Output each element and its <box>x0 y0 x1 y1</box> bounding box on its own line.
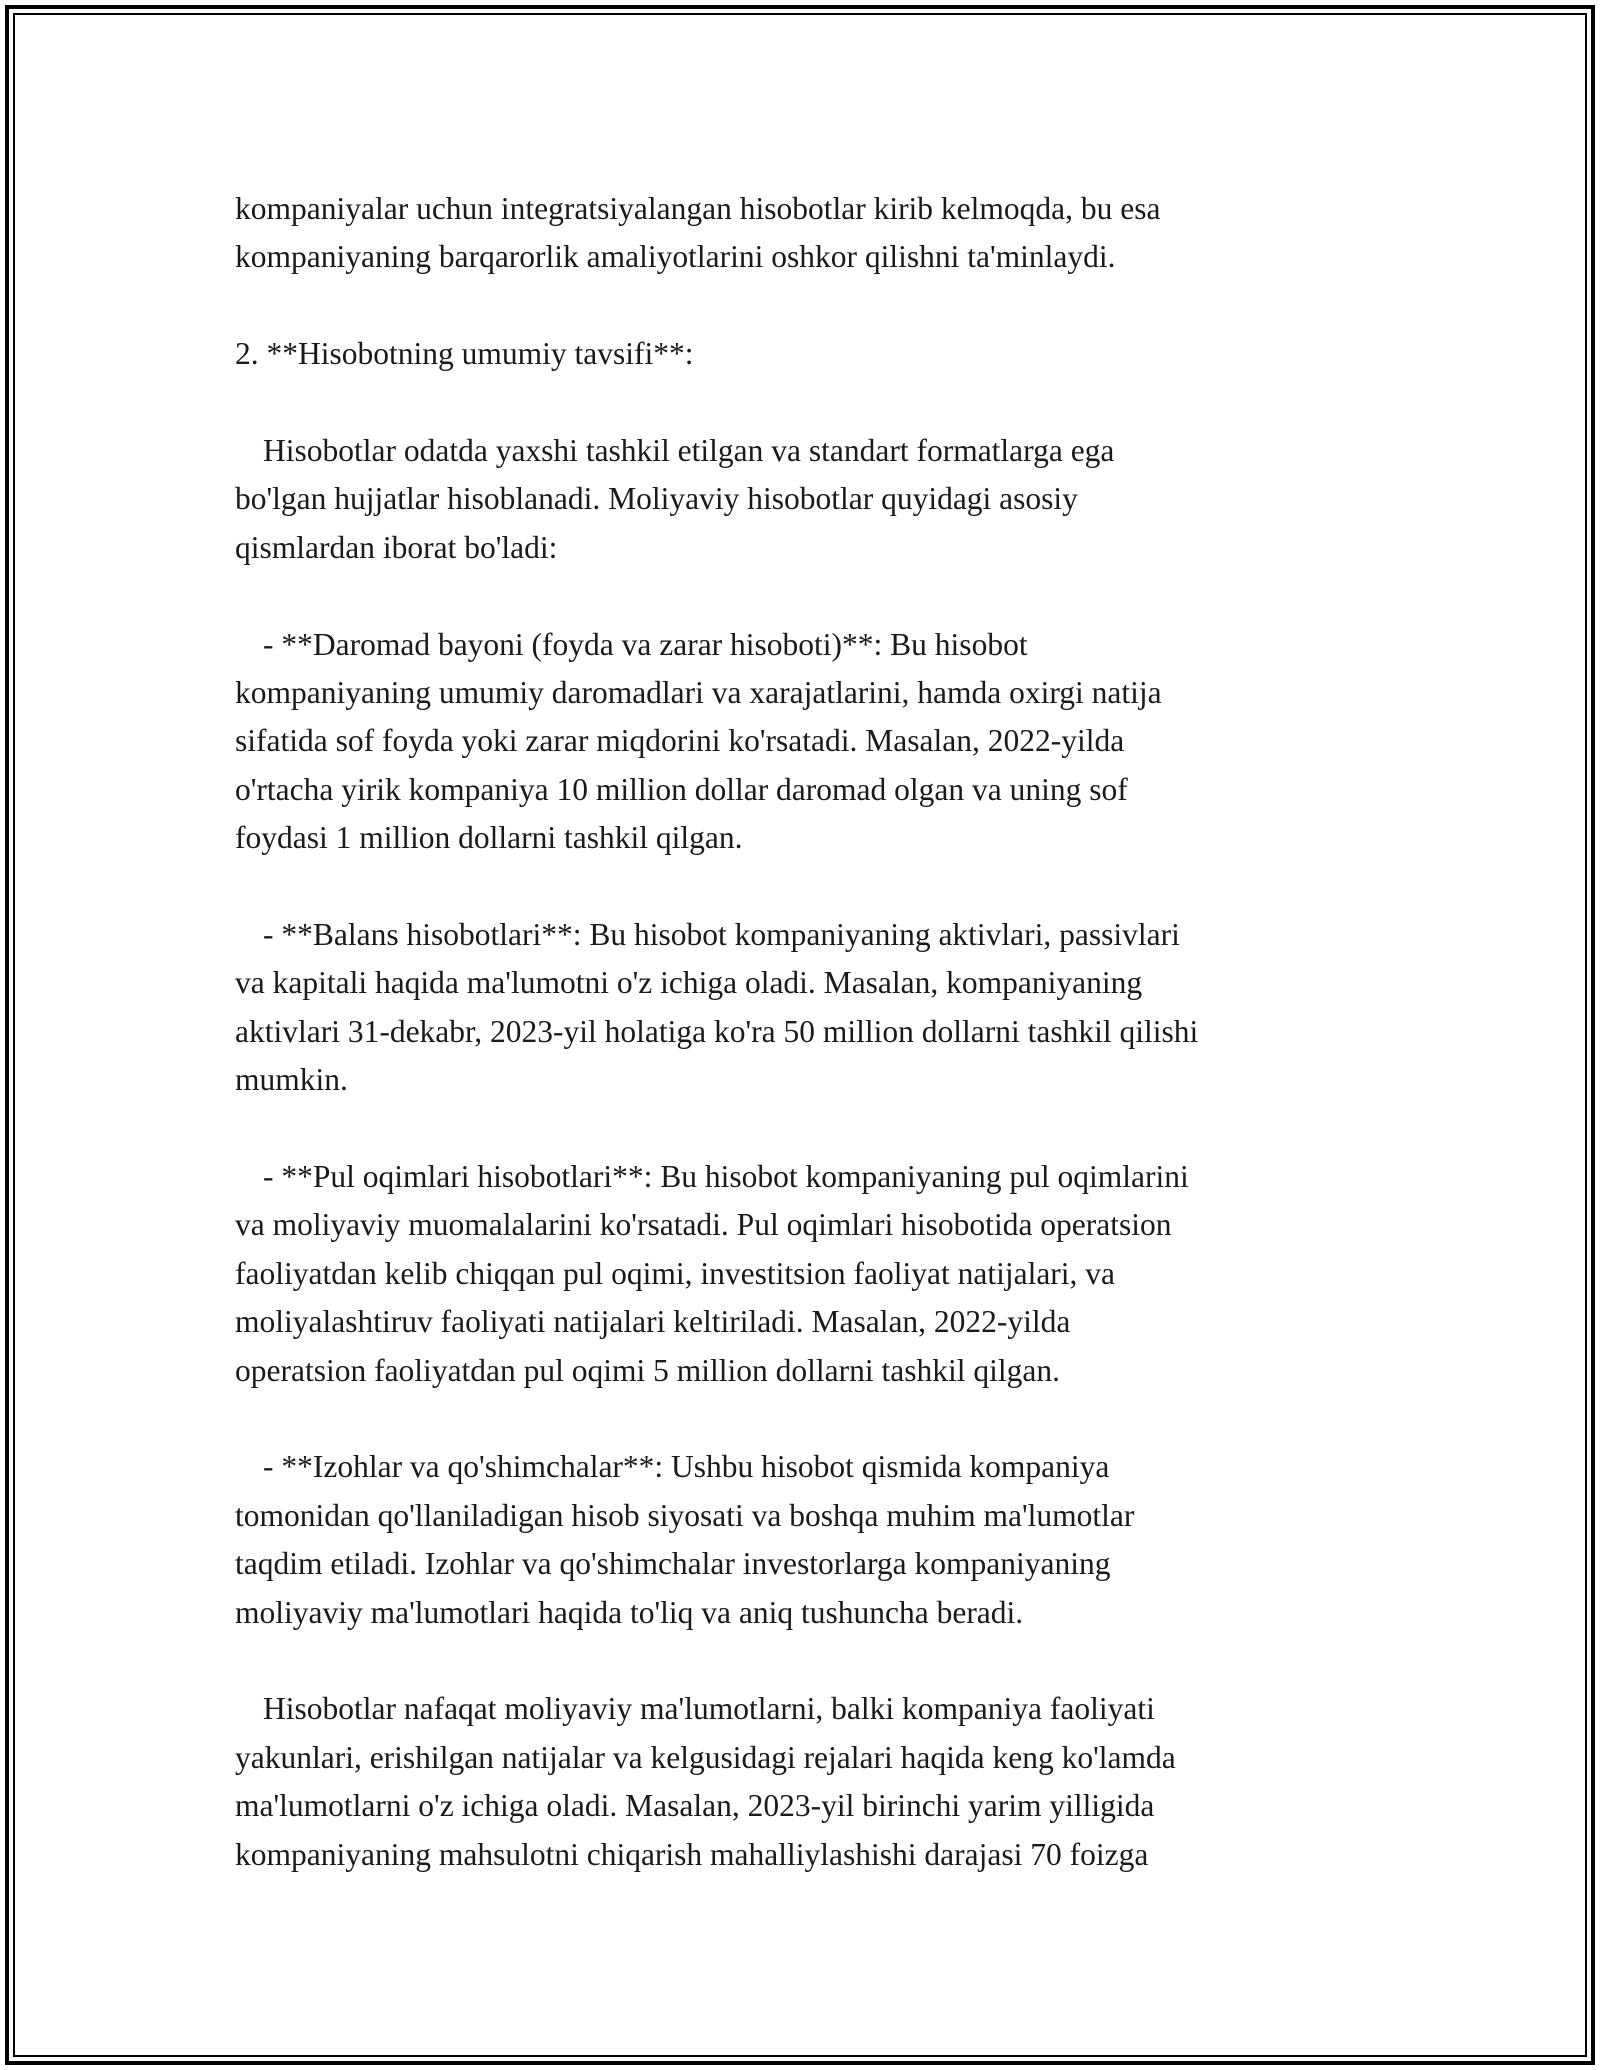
line: - **Daromad bayoni (foyda va zarar hisoboti)**: Bu hisobot <box>263 626 1028 662</box>
line: faoliyatdan kelib chiqqan pul oqimi, investitsion faoliyat natijalari, va <box>235 1255 1116 1291</box>
line: o'rtacha yirik kompaniya 10 million dollar daromad olgan va uning sof <box>235 771 1128 807</box>
paragraph-intro-continuation <box>235 185 1385 282</box>
line: kompaniyaning umumiy daromadlari va xarajatlarini, hamda oxirgi natija <box>235 675 1162 711</box>
line: moliyaviy ma'lumotlari haqida to'liq va aniq tushuncha beradi. <box>235 1594 1024 1630</box>
line: - **Pul oqimlari hisobotlari**: Bu hisobot kompaniyaning pul oqimlarini <box>263 1159 1189 1195</box>
line: tomonidan qo'llaniladigan hisob siyosati va boshqa muhim ma'lumotlar <box>235 1497 1135 1533</box>
line: Hisobotlar nafaqat moliyaviy ma'lumotlarni, balki kompaniya faoliyati <box>263 1691 1155 1727</box>
section-heading <box>235 330 1385 378</box>
line: - **Izohlar va qo'shimchalar**: Ushbu hisobot qismida kompaniya <box>263 1449 1110 1485</box>
line: kompaniyaning barqarorlik amaliyotlarini oshkor qilishni ta'minlaydi. <box>235 239 1116 275</box>
line: ma'lumotlarni o'z ichiga oladi. Masalan, 2023-yil birinchi yarim yilligida <box>235 1788 1155 1824</box>
line: 2. **Hisobotning umumiy tavsifi**: <box>235 336 694 372</box>
list-item-notes <box>235 1443 1385 1637</box>
line: va moliyaviy muomalalarini ko'rsatadi. Pul oqimlari hisobotida operatsion <box>235 1207 1172 1243</box>
paragraph-overview <box>235 427 1385 572</box>
line: kompaniyaning mahsulotni chiqarish mahalliylashishi darajasi 70 foizga <box>235 1836 1149 1872</box>
line: aktivlari 31-dekabr, 2023-yil holatiga ko'ra 50 million dollarni tashkil qilishi <box>235 1013 1199 1049</box>
line: operatsion faoliyatdan pul oqimi 5 million dollarni tashkil qilgan. <box>235 1352 1060 1388</box>
list-item-income-statement <box>235 621 1385 863</box>
line: Hisobotlar odatda yaxshi tashkil etilgan va standart formatlarga ega <box>263 433 1115 468</box>
line: foydasi 1 million dollarni tashkil qilgan. <box>235 820 743 856</box>
line: yakunlari, erishilgan natijalar va kelgusidagi rejalari haqida keng ko'lamda <box>235 1739 1176 1775</box>
line: taqdim etiladi. Izohlar va qo'shimchalar investorlarga kompaniyaning <box>235 1546 1111 1582</box>
line: sifatida sof foyda yoki zarar miqdorini ko'rsatadi. Masalan, 2022-yilda <box>235 723 1125 759</box>
line: moliyalashtiruv faoliyati natijalari keltiriladi. Masalan, 2022-yilda <box>235 1304 1071 1340</box>
list-item-cash-flow <box>235 1153 1385 1395</box>
line: kompaniyalar uchun integratsiyalangan hisobotlar kirib kelmoqda, bu esa <box>235 191 1161 226</box>
line: mumkin. <box>235 1062 348 1098</box>
document-body <box>235 185 1385 1879</box>
line: va kapitali haqida ma'lumotni o'z ichiga oladi. Masalan, kompaniyaning <box>235 965 1143 1001</box>
line: bo'lgan hujjatlar hisoblanadi. Moliyaviy hisobotlar quyidagi asosiy <box>235 481 1078 517</box>
list-item-balance-sheet <box>235 911 1385 1105</box>
line: - **Balans hisobotlari**: Bu hisobot kompaniyaning aktivlari, passivlari <box>263 917 1180 953</box>
paragraph-closing <box>235 1685 1385 1879</box>
line: qismlardan iborat bo'ladi: <box>235 529 558 565</box>
